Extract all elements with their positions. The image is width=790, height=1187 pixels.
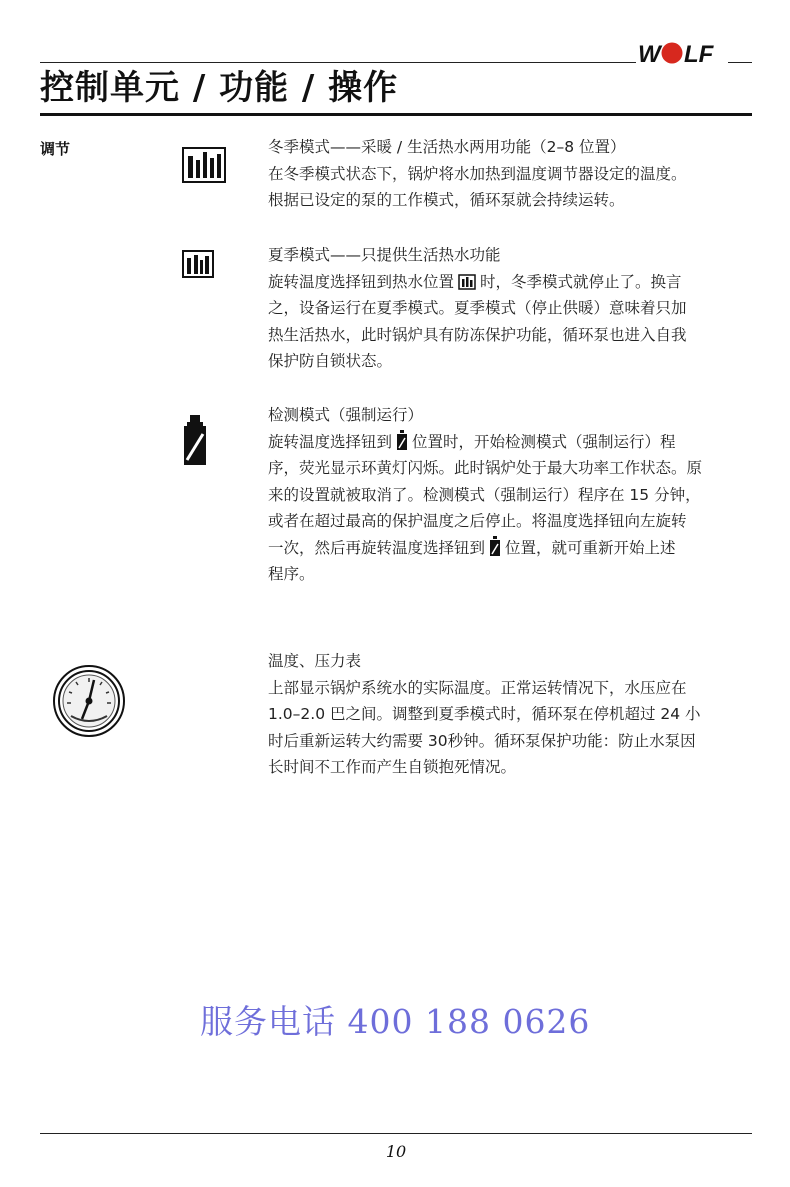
title-rule bbox=[40, 113, 752, 116]
test-mode-line bbox=[268, 429, 756, 456]
summer-mode-line-part: 旋转温度选择钮到热水位置 bbox=[268, 272, 455, 291]
gauge-text bbox=[268, 648, 756, 781]
winter-mode-line: 在冬季模式状态下，锅炉将水加热到温度调节器设定的温度。 bbox=[268, 164, 687, 183]
test-mode-line: 序，荧光显示环黄灯闪烁。此时锅炉处于最大功率工作状态。原 bbox=[268, 459, 703, 477]
summer-mode-icon bbox=[182, 250, 214, 278]
summer-mode-line-part: 时，冬季模式就停止了。换言 bbox=[480, 272, 682, 291]
gauge-line: 上部显示锅炉系统水的实际温度。正常运转情况下，水压应在 bbox=[268, 678, 687, 697]
header-rule-end bbox=[728, 62, 752, 63]
test-mode-icon bbox=[182, 414, 208, 466]
footer-rule bbox=[40, 1133, 752, 1134]
test-mode-line: 或者在超过最高的保护温度之后停止。将温度选择钮向左旋转 bbox=[268, 512, 687, 530]
test-mode-line-part: 位置，就可重新开始上述 bbox=[505, 538, 676, 557]
test-mode-inline-icon bbox=[489, 536, 501, 556]
summer-mode-line bbox=[268, 269, 756, 296]
summer-mode-line: 之，设备运行在夏季模式。夏季模式（停止供暖）意味着只加 bbox=[268, 299, 687, 317]
gauge-line: 长时间不工作而产生自锁抱死情况。 bbox=[268, 758, 517, 776]
thermo-manometer-icon bbox=[52, 664, 126, 738]
wolf-logo bbox=[638, 38, 724, 68]
summer-mode-line: 热生活热水，此时锅炉具有防冻保护功能，循环泵也进入自我 bbox=[268, 325, 687, 344]
test-mode-line-part: 位置时，开始检测模式（强制运行）程 bbox=[412, 432, 676, 451]
test-mode-line: 程序。 bbox=[268, 565, 315, 583]
test-mode-text bbox=[268, 402, 756, 588]
gauge-line: 时后重新运转大约需要 30秒钟。循环泵保护功能：防止水泵因 bbox=[268, 731, 696, 750]
test-mode-line-part: 一次，然后再旋转温度选择钮到 bbox=[268, 538, 486, 557]
header-rule bbox=[40, 62, 636, 63]
page-number: 10 bbox=[385, 1142, 407, 1161]
winter-mode-line: 根据已设定的泵的工作模式，循环泵就会持续运转。 bbox=[268, 191, 625, 209]
summer-mode-text bbox=[268, 242, 756, 375]
gauge-line: 1.0–2.0 巴之间。调整到夏季模式时，循环泵在停机超过 24 小 bbox=[268, 705, 701, 723]
test-mode-line-part: 旋转温度选择钮到 bbox=[268, 432, 393, 451]
summer-mode-line: 保护防自锁状态。 bbox=[268, 352, 393, 370]
svg-text:LF: LF bbox=[684, 41, 714, 68]
summer-mode-inline-icon bbox=[458, 274, 476, 290]
winter-mode-icon bbox=[182, 146, 226, 184]
svg-text:W: W bbox=[638, 41, 661, 68]
summer-mode-heading: 夏季模式——只提供生活热水功能 bbox=[268, 246, 501, 264]
service-hotline-watermark: 服务电话 400 188 0626 bbox=[200, 1002, 591, 1041]
gauge-heading: 温度、压力表 bbox=[268, 652, 362, 670]
winter-mode-heading: 冬季模式——采暖 / 生活热水两用功能（2–8 位置） bbox=[268, 138, 626, 156]
page-title: 控制单元 / 功能 / 操作 bbox=[40, 68, 399, 108]
test-mode-line: 来的设置就被取消了。检测模式（强制运行）程序在 15 分钟， bbox=[268, 485, 701, 504]
test-mode-inline-icon bbox=[396, 430, 408, 450]
section-label: 调节 bbox=[40, 140, 71, 158]
test-mode-line bbox=[268, 535, 756, 562]
winter-mode-text bbox=[268, 134, 756, 214]
test-mode-heading: 检测模式（强制运行） bbox=[268, 406, 424, 424]
